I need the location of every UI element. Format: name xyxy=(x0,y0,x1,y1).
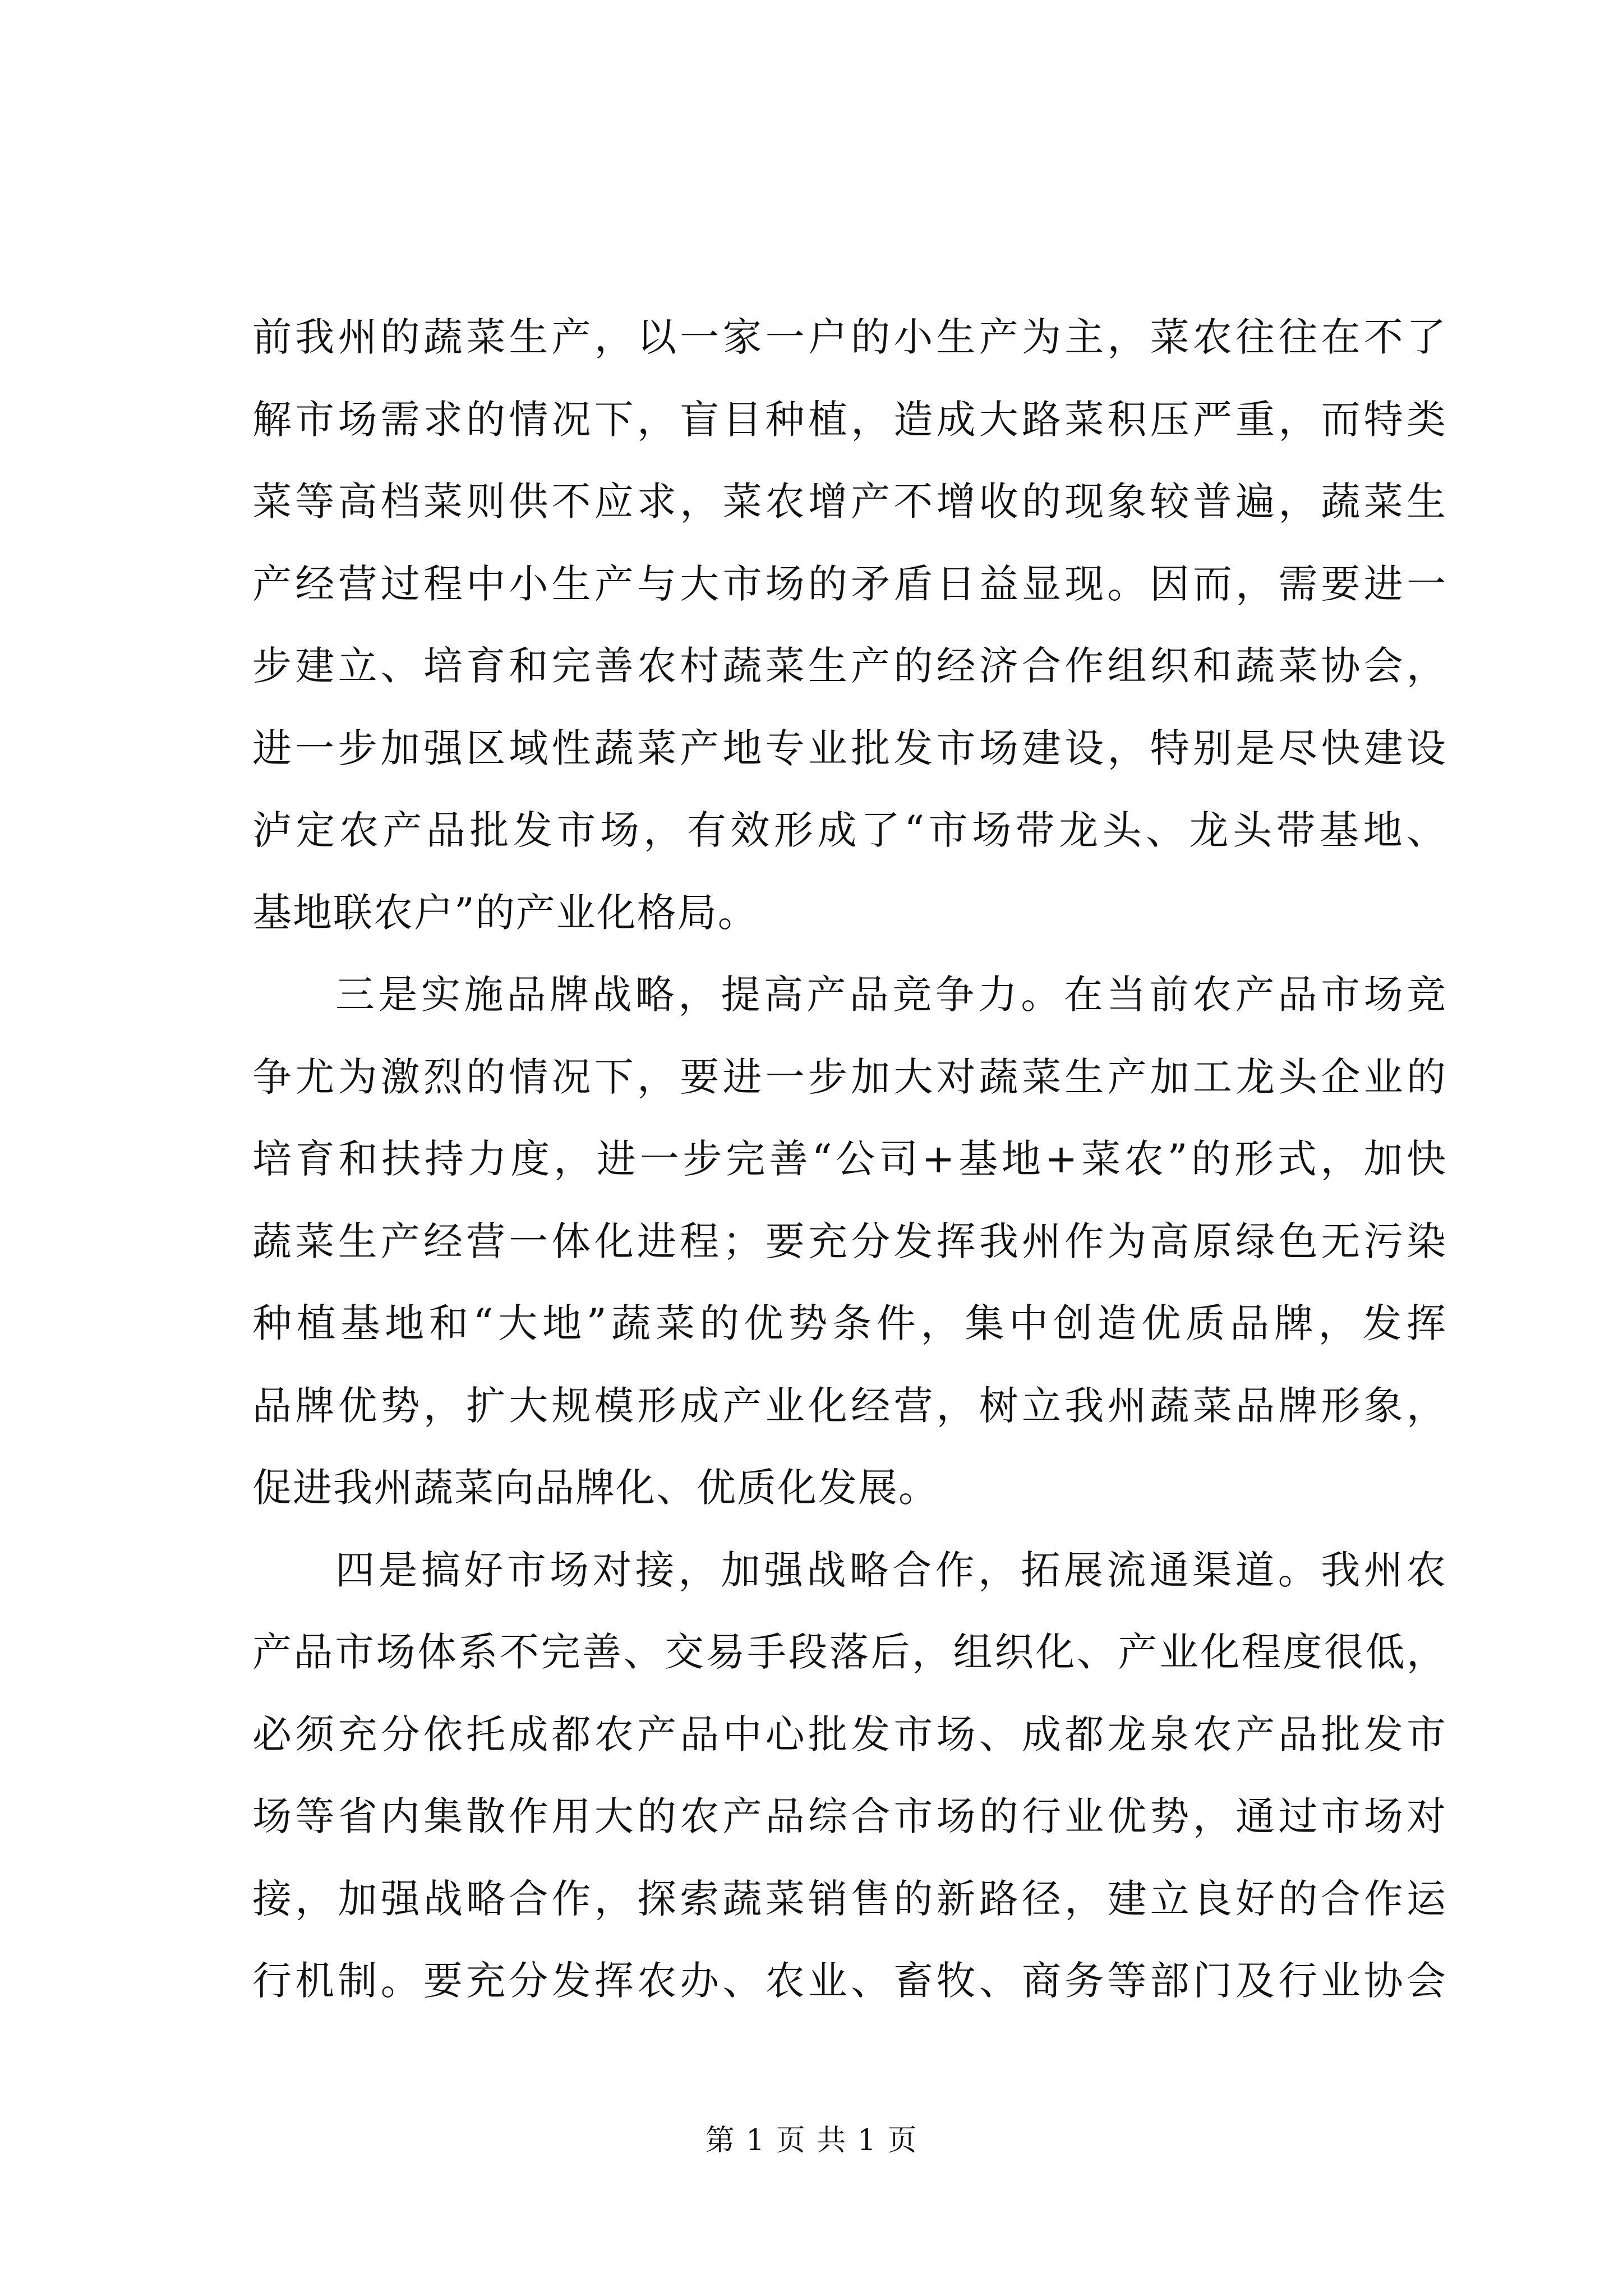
text-line: 促进我州蔬菜向品牌化、优质化发展。 xyxy=(252,1465,939,1511)
text-line: 产经营过程中小生产与大市场的矛盾日益显现。因而，需要进一 xyxy=(252,560,1447,607)
text-line: 品牌优势，扩大规模形成产业化经营，树立我州蔬菜品牌形象， xyxy=(252,1382,1447,1429)
text-line: 基地联农户”的产业化格局。 xyxy=(252,889,758,936)
text-line: 步建立、培育和完善农村蔬菜生产的经济合作组织和蔬菜协会， xyxy=(252,643,1447,689)
text-line: 进一步加强区域性蔬菜产地专业批发市场建设，特别是尽快建设 xyxy=(252,725,1447,771)
paragraph-start-line: 四是搞好市场对接，加强战略合作，拓展流通渠道。我州农 xyxy=(335,1547,1447,1593)
body-text xyxy=(252,296,1447,2022)
text-line: 争尤为激烈的情况下，要进一步加大对蔬菜生产加工龙头企业的 xyxy=(252,1053,1447,1100)
paragraph-start-line: 三是实施品牌战略，提高产品竞争力。在当前农产品市场竞 xyxy=(335,972,1447,1018)
text-line: 前我州的蔬菜生产，以一家一户的小生产为主，菜农往往在不了 xyxy=(252,314,1447,360)
text-line: 泸定农产品批发市场，有效形成了“市场带龙头、龙头带基地、 xyxy=(252,807,1447,853)
text-line: 产品市场体系不完善、交易手段落后，组织化、产业化程度很低， xyxy=(252,1629,1447,1675)
text-line: 解市场需求的情况下，盲目种植，造成大路菜积压严重，而特类 xyxy=(252,396,1447,443)
text-line: 行机制。要充分发挥农办、农业、畜牧、商务等部门及行业协会 xyxy=(252,1958,1447,2004)
text-line: 接，加强战略合作，探索蔬菜销售的新路径，建立良好的合作运 xyxy=(252,1875,1447,1922)
page-number-footer: 第 1 页 共 1 页 xyxy=(705,2124,918,2157)
text-line: 种植基地和“大地”蔬菜的优势条件，集中创造优质品牌，发挥 xyxy=(252,1300,1447,1346)
text-line: 场等省内集散作用大的农产品综合市场的行业优势，通过市场对 xyxy=(252,1793,1447,1839)
text-line: 培育和扶持力度，进一步完善“公司+基地+菜农”的形式，加快 xyxy=(252,1136,1447,1182)
text-line: 菜等高档菜则供不应求，菜农增产不增收的现象较普遍，蔬菜生 xyxy=(252,478,1447,524)
text-line: 必须充分依托成都农产品中心批发市场、成都龙泉农产品批发市 xyxy=(252,1711,1447,1757)
text-line: 蔬菜生产经营一体化进程；要充分发挥我州作为高原绿色无污染 xyxy=(252,1218,1447,1264)
